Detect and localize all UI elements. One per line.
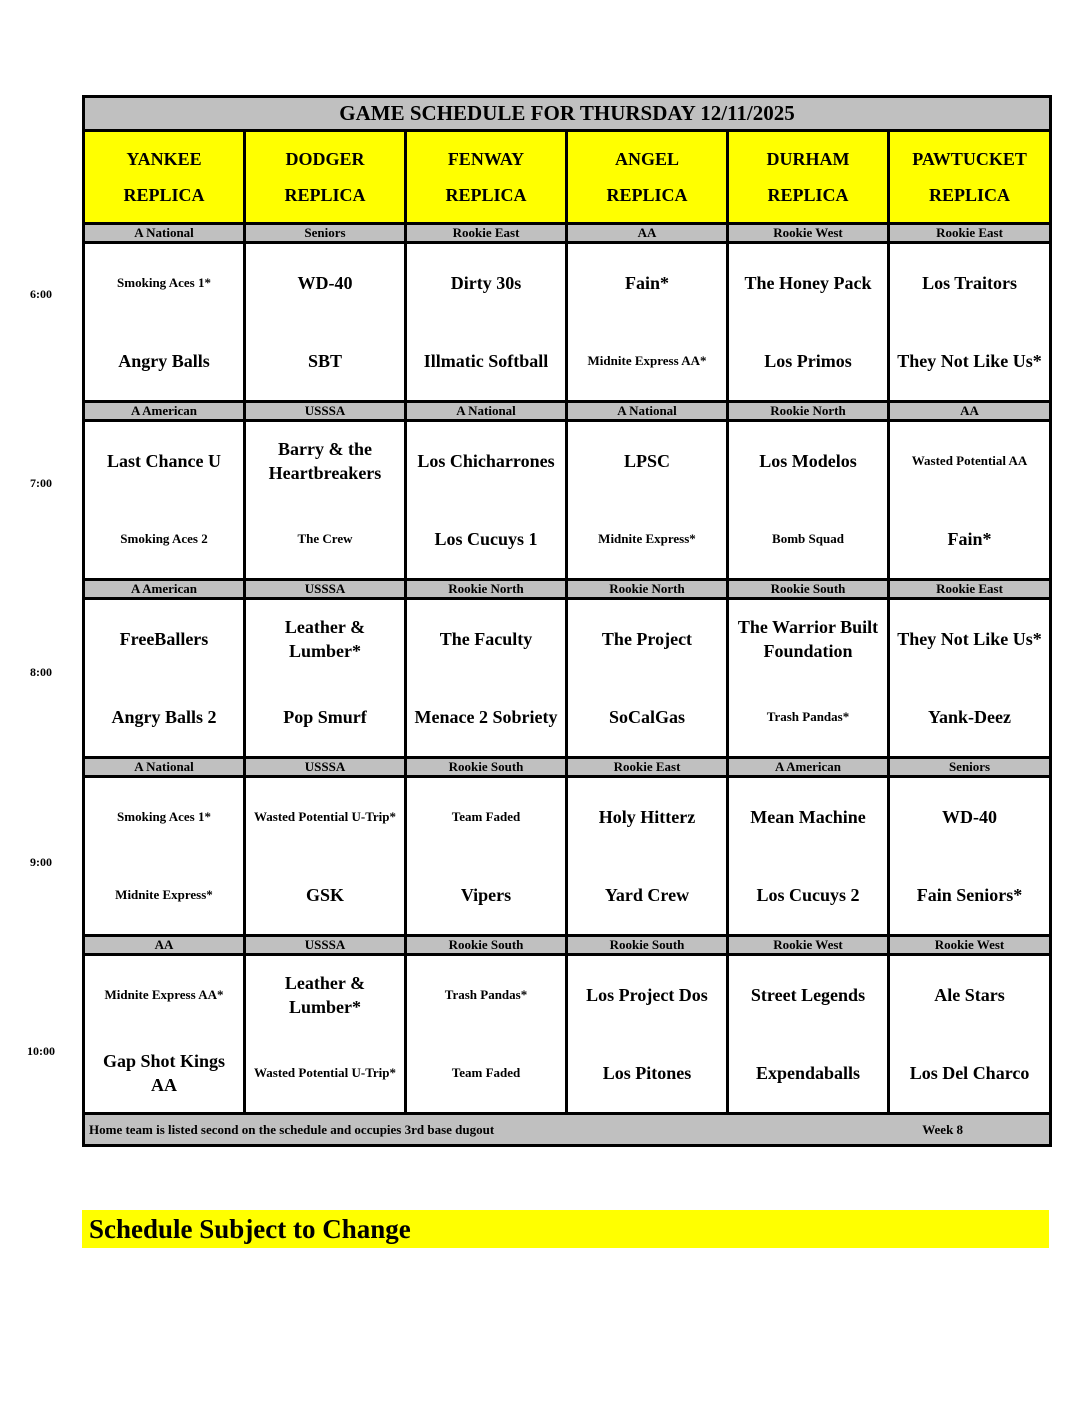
- field-type: REPLICA: [606, 185, 688, 205]
- division-label: AA: [889, 402, 1051, 421]
- schedule-table: [82, 95, 1052, 1147]
- division-label: Rookie South: [406, 758, 567, 777]
- away-team: Los Project Dos: [567, 955, 728, 1035]
- division-row: [84, 402, 1051, 421]
- schedule-disclaimer: Schedule Subject to Change: [82, 1210, 1049, 1248]
- home-team-note: Home team is listed second on the schedule and occupies 3rd base dugout: [89, 1121, 495, 1137]
- field-header: [245, 131, 406, 224]
- home-team: Trash Pandas*: [728, 678, 889, 758]
- away-team: Trash Pandas*: [406, 955, 567, 1035]
- away-team: Wasted Potential AA: [889, 421, 1051, 501]
- division-label: A National: [84, 224, 245, 243]
- away-team-row: [84, 599, 1051, 679]
- away-team: The Faculty: [406, 599, 567, 679]
- home-team: Fain Seniors*: [889, 856, 1051, 936]
- division-label: USSSA: [245, 936, 406, 955]
- home-team: Los Primos: [728, 322, 889, 402]
- away-team: Los Traitors: [889, 243, 1051, 323]
- home-team: Bomb Squad: [728, 500, 889, 580]
- away-team: WD-40: [245, 243, 406, 323]
- division-label: USSSA: [245, 402, 406, 421]
- division-row: [84, 936, 1051, 955]
- time-label: 8:00: [30, 665, 52, 679]
- field-name: ANGEL: [614, 149, 679, 169]
- home-team: SBT: [245, 322, 406, 402]
- division-label: Rookie South: [567, 936, 728, 955]
- division-label: AA: [84, 936, 245, 955]
- time-label: 7:00: [30, 476, 52, 490]
- field-type: REPLICA: [767, 185, 849, 205]
- field-header: [728, 131, 889, 224]
- away-team: Los Modelos: [728, 421, 889, 501]
- field-type: REPLICA: [445, 185, 527, 205]
- home-team-row: [84, 856, 1051, 936]
- field-type: REPLICA: [929, 185, 1011, 205]
- home-team: Fain*: [889, 500, 1051, 580]
- division-label: Rookie West: [728, 936, 889, 955]
- field-name: DURHAM: [766, 149, 850, 169]
- field-name: PAWTUCKET: [912, 149, 1027, 169]
- footer-row: [84, 1114, 1051, 1146]
- home-team: Team Faded: [406, 1034, 567, 1114]
- away-team-row: [84, 421, 1051, 501]
- division-label: A National: [567, 402, 728, 421]
- division-row: [84, 224, 1051, 243]
- time-label: 6:00: [30, 287, 52, 301]
- field-name: YANKEE: [126, 149, 202, 169]
- away-team: Holy Hitterz: [567, 777, 728, 857]
- division-label: Rookie East: [889, 580, 1051, 599]
- home-team: Vipers: [406, 856, 567, 936]
- home-team: GSK: [245, 856, 406, 936]
- home-team: Los Pitones: [567, 1034, 728, 1114]
- division-label: Seniors: [245, 224, 406, 243]
- home-team: Menace 2 Sobriety: [406, 678, 567, 758]
- away-team: The Warrior Built Foundation: [728, 599, 889, 679]
- division-label: Rookie North: [567, 580, 728, 599]
- schedule-title: GAME SCHEDULE FOR THURSDAY 12/11/2025: [84, 97, 1051, 131]
- away-team: Ale Stars: [889, 955, 1051, 1035]
- home-team: The Crew: [245, 500, 406, 580]
- home-team: Yank-Deez: [889, 678, 1051, 758]
- away-team-row: [84, 955, 1051, 1035]
- footer-cell: [84, 1114, 1051, 1146]
- home-team: Angry Balls: [84, 322, 245, 402]
- field-type: REPLICA: [123, 185, 205, 205]
- home-team: Wasted Potential U-Trip*: [245, 1034, 406, 1114]
- field-header: [889, 131, 1051, 224]
- field-header: [567, 131, 728, 224]
- division-label: A National: [406, 402, 567, 421]
- away-team: The Honey Pack: [728, 243, 889, 323]
- division-label: Rookie South: [728, 580, 889, 599]
- division-row: [84, 580, 1051, 599]
- away-team: The Project: [567, 599, 728, 679]
- division-label: Rookie East: [406, 224, 567, 243]
- time-label: 10:00: [27, 1044, 55, 1058]
- away-team: Barry & the Heartbreakers: [245, 421, 406, 501]
- division-label: Rookie East: [889, 224, 1051, 243]
- home-team: Los Cucuys 1: [406, 500, 567, 580]
- home-team-row: [84, 678, 1051, 758]
- home-team-row: [84, 1034, 1051, 1114]
- field-header: [84, 131, 245, 224]
- home-team: They Not Like Us*: [889, 322, 1051, 402]
- away-team: Mean Machine: [728, 777, 889, 857]
- division-row: [84, 758, 1051, 777]
- away-team: LPSC: [567, 421, 728, 501]
- division-label: Rookie West: [889, 936, 1051, 955]
- away-team: Wasted Potential U-Trip*: [245, 777, 406, 857]
- home-team: Midnite Express*: [84, 856, 245, 936]
- division-label: A National: [84, 758, 245, 777]
- home-team: Smoking Aces 2: [84, 500, 245, 580]
- field-header: [406, 131, 567, 224]
- away-team: WD-40: [889, 777, 1051, 857]
- away-team: Smoking Aces 1*: [84, 243, 245, 323]
- home-team-row: [84, 500, 1051, 580]
- time-label: 9:00: [30, 855, 52, 869]
- away-team: Team Faded: [406, 777, 567, 857]
- home-team: Los Del Charco: [889, 1034, 1051, 1114]
- away-team: Leather & Lumber*: [245, 599, 406, 679]
- field-name: FENWAY: [447, 149, 525, 169]
- away-team: Dirty 30s: [406, 243, 567, 323]
- away-team: Last Chance U: [84, 421, 245, 501]
- division-label: Rookie North: [406, 580, 567, 599]
- home-team: Midnite Express AA*: [567, 322, 728, 402]
- home-team: Angry Balls 2: [84, 678, 245, 758]
- away-team: They Not Like Us*: [889, 599, 1051, 679]
- away-team: Street Legends: [728, 955, 889, 1035]
- division-label: USSSA: [245, 580, 406, 599]
- home-team: Illmatic Softball: [406, 322, 567, 402]
- away-team: Smoking Aces 1*: [84, 777, 245, 857]
- division-label: Seniors: [889, 758, 1051, 777]
- field-name: DODGER: [285, 149, 365, 169]
- field-type: REPLICA: [284, 185, 366, 205]
- division-label: Rookie South: [406, 936, 567, 955]
- away-team-row: [84, 777, 1051, 857]
- home-team: Expendaballs: [728, 1034, 889, 1114]
- home-team: Midnite Express*: [567, 500, 728, 580]
- away-team-row: [84, 243, 1051, 323]
- week-label: Week 8: [922, 1121, 964, 1137]
- home-team: SoCalGas: [567, 678, 728, 758]
- away-team: Fain*: [567, 243, 728, 323]
- away-team: Los Chicharrones: [406, 421, 567, 501]
- division-label: A American: [728, 758, 889, 777]
- away-team: Leather & Lumber*: [245, 955, 406, 1035]
- division-label: A American: [84, 402, 245, 421]
- home-team: Gap Shot Kings AA: [84, 1034, 245, 1114]
- division-label: Rookie North: [728, 402, 889, 421]
- home-team: Los Cucuys 2: [728, 856, 889, 936]
- division-label: AA: [567, 224, 728, 243]
- division-label: A American: [84, 580, 245, 599]
- division-label: USSSA: [245, 758, 406, 777]
- division-label: Rookie East: [567, 758, 728, 777]
- home-team-row: [84, 322, 1051, 402]
- home-team: Yard Crew: [567, 856, 728, 936]
- home-team: Pop Smurf: [245, 678, 406, 758]
- division-label: Rookie West: [728, 224, 889, 243]
- away-team: FreeBallers: [84, 599, 245, 679]
- away-team: Midnite Express AA*: [84, 955, 245, 1035]
